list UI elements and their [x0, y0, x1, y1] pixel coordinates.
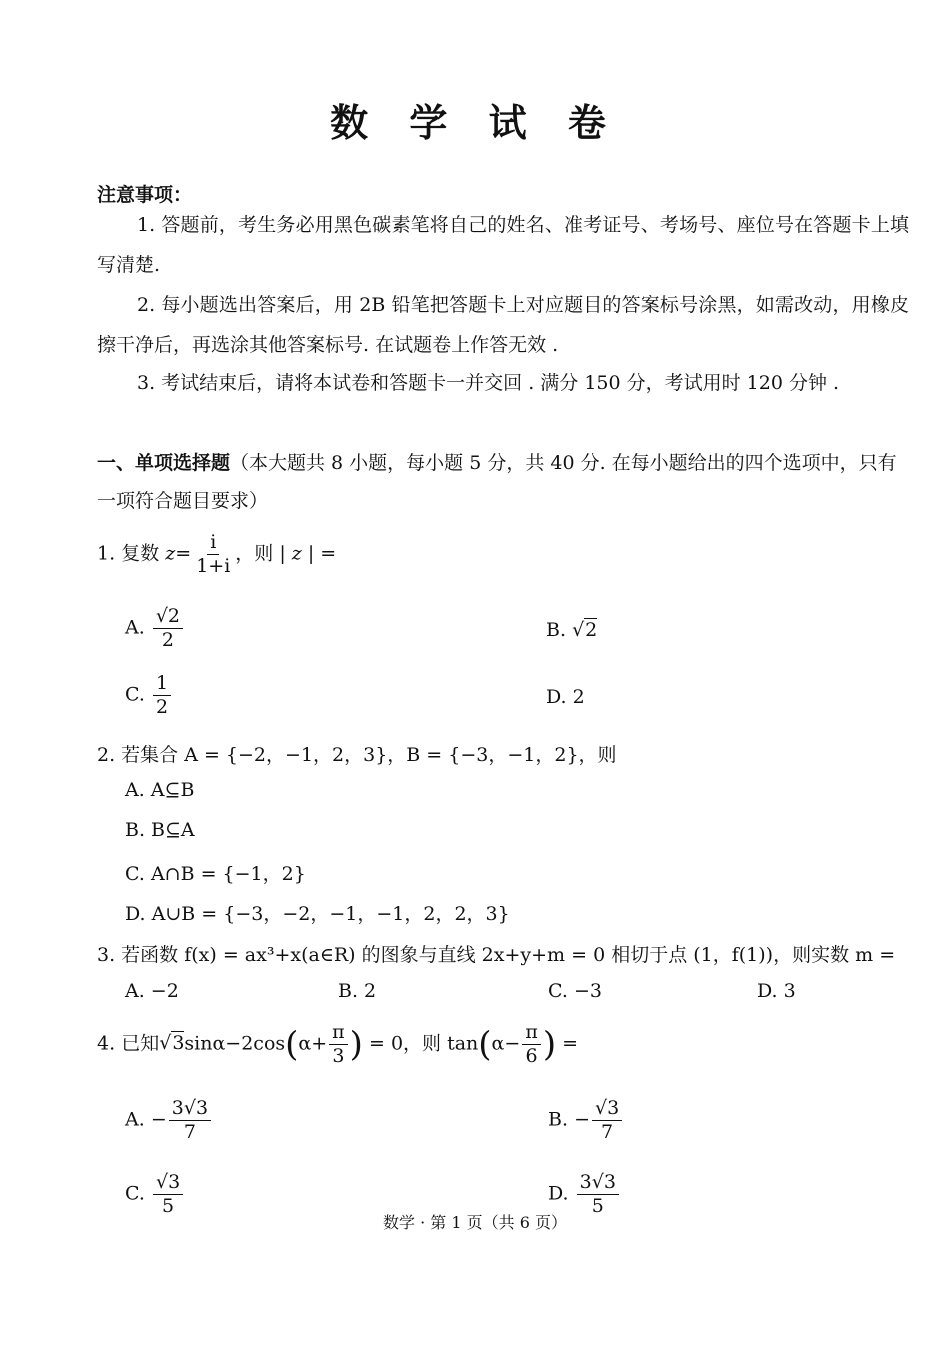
q4-prefix: 已知	[121, 1032, 160, 1055]
q4-option-c-fraction: $\frac{√3}{5}$	[153, 1172, 183, 1217]
q1-fraction	[193, 532, 233, 577]
q3-option-b[interactable]: B. 2	[338, 980, 377, 1002]
q2-option-b[interactable]: B. B⊆A	[125, 819, 195, 841]
exam-title: 数 学 试 卷	[330, 100, 620, 145]
page-footer: 数学 · 第 1 页（共 6 页）	[383, 1213, 567, 1232]
q1-option-b-value: √2	[572, 619, 598, 641]
q1-option-c-label: C.	[125, 683, 145, 706]
q2-option-d[interactable]: D. A∪B = {−3，−2，−1，−1，2，2，3}	[125, 903, 510, 925]
q1-option-a-label: A.	[125, 616, 145, 639]
q1-option-c[interactable]	[125, 673, 173, 718]
q1-option-d[interactable]	[546, 686, 585, 708]
q1-suffix-end: | =	[301, 542, 337, 565]
notice-heading: 注意事项：	[97, 184, 193, 206]
q1-option-a[interactable]	[125, 606, 185, 651]
q4-option-a-fraction: $\frac{3√3}{7}$	[169, 1098, 211, 1143]
q4-option-c-label: C.	[125, 1182, 145, 1205]
question-2-stem: 2. 若集合 A = {−2，−1，2，3}，B = {−3，−1，2}，则	[97, 744, 617, 766]
q4-option-a-label: A.	[125, 1108, 145, 1131]
q4-end: =	[562, 1032, 579, 1055]
question-4-stem	[97, 1022, 578, 1067]
section-1-description: （本大题共 8 小题，每小题 5 分，共 40 分. 在每小题给出的四个选项中，只有一项符合题目要求）	[97, 452, 897, 512]
q4-sqrt3: √3	[159, 1032, 185, 1055]
q4-number: 4.	[97, 1032, 116, 1055]
q1-number: 1.	[97, 542, 116, 565]
q4-equals-zero: = 0，则 tan	[368, 1032, 479, 1055]
question-3-stem: 3. 若函数 f(x) = ax³+x(a∈R) 的图象与直线 2x+y+m = 0 相切于点 (1，f(1))，则实数 m =	[97, 944, 896, 966]
notice-item-2: 2. 每小题选出答案后，用 2B 铅笔把答题卡上对应题目的答案标号涂黑，如需改动，用橡皮擦干净后，再选涂其他答案标号. 在试题卷上作答无效 .	[97, 294, 909, 356]
q4-pi-over-3: $\frac{\pi}{3}$	[329, 1022, 348, 1067]
q2-option-a[interactable]: A. A⊆B	[125, 779, 195, 801]
q1-prefix: 复数	[121, 542, 160, 565]
q4-paren-close-2: )	[542, 1024, 557, 1065]
q4-option-b-fraction: $\frac{√3}{7}$	[592, 1098, 622, 1143]
question-1-stem	[97, 532, 336, 577]
q1-option-a-fraction	[153, 606, 183, 651]
q3-option-a[interactable]: A. −2	[125, 980, 179, 1002]
q1-option-a-numerator: √2	[153, 606, 183, 629]
q1-suffix: ，则 |	[235, 542, 292, 565]
q4-alpha-plus: α+	[298, 1032, 328, 1055]
q4-pi-over-6: $\frac{\pi}{6}$	[522, 1022, 541, 1067]
q4-option-b[interactable]	[548, 1098, 624, 1143]
q4-option-d-label: D.	[548, 1182, 569, 1205]
q4-option-b-label: B.	[548, 1108, 569, 1131]
q4-option-d-fraction: $\frac{3√3}{5}$	[577, 1172, 619, 1217]
q4-paren-open-2: (	[478, 1024, 492, 1065]
q3-option-c[interactable]: C. −3	[548, 980, 602, 1002]
q4-option-a[interactable]	[125, 1098, 213, 1143]
notice-item-3: 3. 考试结束后，请将本试卷和答题卡一并交回 . 满分 150 分，考试用时 120 分钟 .	[137, 372, 840, 394]
q1-variable: z	[165, 542, 176, 565]
q1-option-d-label: D.	[546, 686, 567, 708]
notice-item-1: 1. 答题前，考生务必用黑色碳素笔将自己的姓名、准考证号、考场号、座位号在答题卡上填写清楚.	[97, 214, 909, 276]
section-1-header	[97, 444, 909, 520]
section-1-title: 一、单项选择题	[97, 452, 231, 474]
q1-fraction-denominator: 1+i	[196, 554, 231, 577]
q4-alpha-minus: α−	[491, 1032, 521, 1055]
q1-fraction-numerator: i	[207, 532, 219, 555]
q3-option-d[interactable]: D. 3	[757, 980, 796, 1002]
q1-option-c-fraction	[153, 673, 171, 718]
q4-paren-close-1: )	[349, 1024, 363, 1065]
q1-option-b[interactable]	[546, 618, 597, 641]
q1-option-b-label: B.	[546, 619, 567, 641]
q4-middle: sinα−2cos	[184, 1032, 286, 1055]
q4-paren-open-1: (	[285, 1024, 299, 1065]
q2-option-c[interactable]: C. A∩B = {−1，2}	[125, 863, 306, 885]
q1-option-c-denominator: 2	[155, 695, 169, 718]
q4-option-b-sign: −	[574, 1108, 590, 1131]
q1-option-a-denominator: 2	[161, 628, 174, 651]
q4-option-a-sign: −	[150, 1108, 167, 1131]
q1-variable-abs: z	[291, 542, 302, 565]
q1-equals: =	[175, 542, 192, 565]
q1-option-d-value: 2	[572, 686, 585, 708]
q1-option-c-numerator: 1	[153, 673, 171, 696]
